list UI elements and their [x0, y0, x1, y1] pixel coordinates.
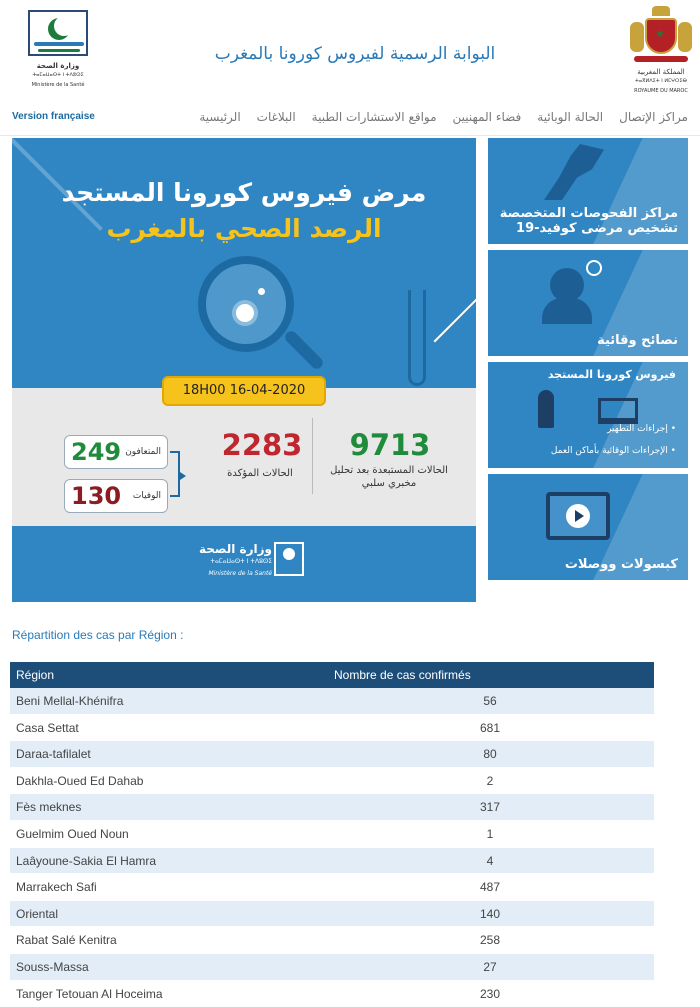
region-cases: 80: [483, 747, 497, 762]
table-row: [10, 954, 654, 981]
region-cases: 2: [486, 773, 494, 788]
kingdom-french: ROYAUME DU MAROC: [634, 88, 688, 94]
version-francaise-link[interactable]: Version française: [12, 111, 95, 122]
nav-item-professionals[interactable]: فضاء المهنيين: [452, 110, 522, 124]
office-desk-icon: [598, 398, 638, 424]
table-row: [10, 848, 654, 875]
card-preventive-measures-bullet1: • إجراءات التطهير: [607, 424, 676, 434]
ribbon-icon: [634, 56, 688, 62]
play-icon: [566, 504, 590, 528]
region-name: Daraa-tafilalet: [16, 747, 91, 762]
site-title: البوابة الرسمية لفيروس كورونا بالمغرب: [214, 44, 496, 64]
table-row: [10, 874, 654, 901]
ministry-of-health-logo[interactable]: [22, 8, 94, 98]
confirmed-cases-count: 2283: [221, 428, 303, 462]
ministry-logo-french: Ministère de la Santé: [31, 82, 85, 88]
region-cases: 1: [486, 826, 494, 841]
region-cases: 258: [479, 933, 501, 948]
region-cases: 681: [479, 720, 501, 735]
table-row: [10, 715, 654, 742]
nav-item-medical-consultations[interactable]: مواقع الاستشارات الطبية: [311, 110, 437, 124]
excluded-cases-count: 9713: [349, 428, 431, 462]
region-cases: 230: [479, 986, 501, 1001]
region-name: Fès meknes: [16, 800, 82, 815]
region-cases: 140: [479, 906, 501, 921]
region-cases: 317: [479, 800, 501, 815]
table-row: [10, 768, 654, 795]
lightbulb-icon: [586, 260, 602, 276]
region-breakdown-title: Répartition des cas par Région :: [12, 628, 184, 642]
region-name: Tanger Tetouan Al Hoceima: [16, 986, 163, 1001]
region-cases: 487: [479, 880, 501, 895]
nav-item-announcements[interactable]: البلاغات: [256, 110, 296, 124]
region-name: Beni Mellal-Khénifra: [16, 694, 124, 708]
nav-item-epidemic-status[interactable]: الحالة الوبائية: [537, 110, 604, 124]
region-name: Dakhla-Oued Ed Dahab: [16, 773, 144, 788]
banner-footer-french: Ministère de la Santé: [208, 570, 272, 577]
region-name: Rabat Salé Kenitra: [16, 933, 117, 948]
table-row: [10, 794, 654, 821]
region-name: Marrakech Safi: [16, 880, 97, 895]
table-row: [10, 688, 654, 715]
main-nav: [0, 102, 700, 136]
card-prevention-tips-label: نصائح وقائية: [597, 333, 678, 348]
kingdom-of-morocco-logo: [628, 6, 694, 100]
header-region: Région: [16, 668, 55, 682]
nav-item-call-centers[interactable]: مراكز الإتصال: [619, 110, 688, 124]
ministry-logo-arabic: وزارة الصحة: [36, 62, 80, 70]
report-date: 18H00 16-04-2020: [162, 376, 326, 406]
coat-of-arms-shield-icon: ✶: [645, 18, 677, 54]
covid-status-banner: [12, 138, 476, 602]
nav-item-home[interactable]: الرئيسية: [199, 110, 241, 124]
header-confirmed-cases: Nombre de cas confirmés: [334, 668, 471, 682]
kingdom-arabic: المملكة المغربية: [637, 68, 685, 76]
morocco-map-icon: [544, 144, 604, 200]
banner-ministry-logo: [12, 526, 476, 602]
ministry-emblem-icon: [274, 542, 304, 576]
ministry-logo-tifinagh: ⵜⴰⵎⴰⵡⴰⵙⵜ ⵏ ⵜⴷⵓⵙⵉ: [32, 72, 84, 78]
region-name: Oriental: [16, 906, 59, 921]
region-name: Casa Settat: [16, 720, 79, 735]
region-name: Souss-Massa: [16, 959, 89, 974]
recovered-count: 249: [71, 438, 122, 466]
deaths-label: الوفيات: [132, 491, 161, 501]
card-videos-label: كبسولات ووصلات: [564, 557, 678, 572]
region-name: Laâyoune-Sakia El Hamra: [16, 853, 157, 868]
region-cases: 4: [486, 853, 494, 868]
table-row: [10, 927, 654, 954]
ministry-emblem-icon: [28, 10, 88, 56]
test-tube-icon: [408, 290, 426, 386]
card-videos[interactable]: [488, 474, 688, 580]
card-testing-centers[interactable]: [488, 138, 688, 244]
bracket-icon: [170, 451, 180, 497]
cases-by-region-table: [10, 662, 654, 1007]
recovered-label: المتعافون: [125, 447, 161, 457]
card-testing-centers-label: مراكز الفحوصات المتخصصة تشخيص مرضى كوفيد-19: [499, 206, 678, 236]
region-name: Guelmim Oued Noun: [16, 826, 129, 841]
lion-right-icon: [678, 22, 692, 52]
table-row: [10, 981, 654, 1007]
card-preventive-measures-bullet2: • الإجراءات الوقائية بأماكن العمل: [550, 446, 676, 456]
person-head-icon: [550, 268, 584, 302]
deaths-pill: [64, 479, 168, 513]
kingdom-tifinagh: ⵜⴰⴳⵍⴷⵉⵜ ⵏ ⵍⵎⵖⵔⵉⴱ: [635, 78, 687, 84]
table-row: [10, 901, 654, 928]
excluded-cases-label: الحالات المستبعدة بعد تحليل مخبري سلبي: [330, 465, 448, 489]
lion-left-icon: [630, 22, 644, 52]
region-cases: 27: [483, 959, 497, 974]
card-preventive-measures[interactable]: [488, 362, 688, 468]
banner-title: مرض فيروس كورونا المستجد: [61, 178, 427, 207]
banner-footer-arabic: وزارة الصحة: [198, 542, 272, 556]
table-row: [10, 741, 654, 768]
confirmed-cases-label: الحالات المؤكدة: [227, 468, 293, 479]
region-cases: 56: [483, 694, 497, 708]
crown-icon: [652, 6, 670, 16]
banner-subtitle: الرصد الصحي بالمغرب: [106, 214, 382, 243]
table-header: [10, 662, 654, 688]
recovered-pill: [64, 435, 168, 469]
nav-items: [199, 110, 688, 124]
card-preventive-measures-title: فيروس كورونا المستجد: [547, 368, 676, 381]
deaths-count: 130: [71, 482, 122, 510]
banner-footer-tifinagh: ⵜⴰⵎⴰⵡⴰⵙⵜ ⵏ ⵜⴷⵓⵙⵉ: [210, 558, 272, 565]
card-prevention-tips[interactable]: [488, 250, 688, 356]
disinfection-worker-icon: [538, 390, 554, 428]
site-header: [0, 0, 700, 100]
virus-icon: [236, 304, 254, 322]
table-row: [10, 821, 654, 848]
